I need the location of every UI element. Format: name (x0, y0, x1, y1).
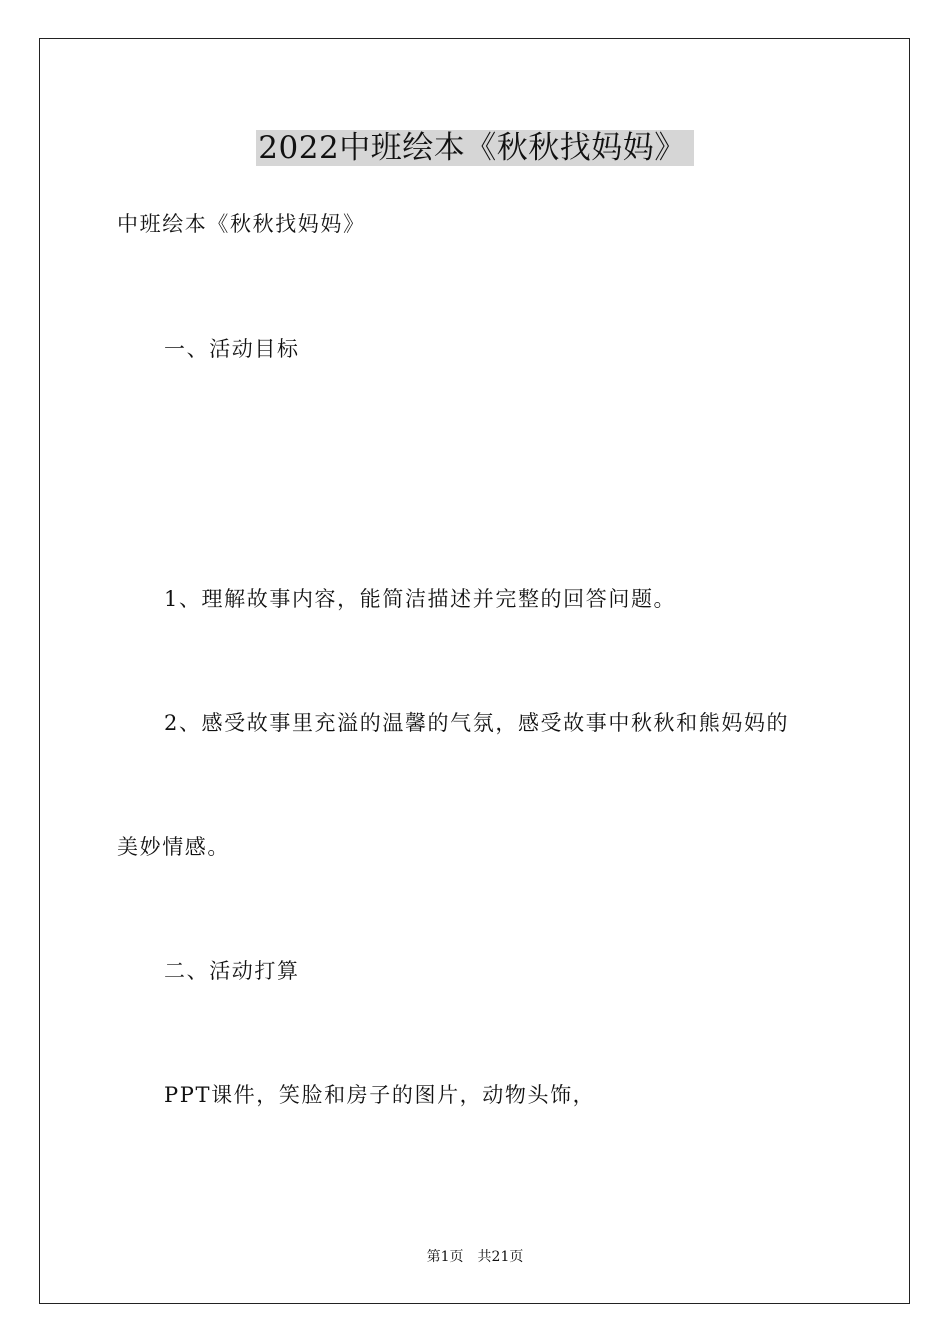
document-title (0, 128, 950, 168)
document-subtitle: 中班绘本《秋秋找妈妈》 (117, 212, 366, 236)
goal-item-2-continued: 美妙情感。 (117, 835, 230, 859)
current-page-number: 第1页 (426, 1249, 464, 1265)
goal-item-1: 1、理解故事内容，能简洁描述并完整的回答问题。 (164, 587, 677, 611)
goal-item-2: 2、感受故事里充溢的温馨的气氛，感受故事中秋秋和熊妈妈的 (164, 711, 790, 735)
materials-list: PPT课件，笑脸和房子的图片，动物头饰， (164, 1083, 596, 1107)
document-title-text: 2022中班绘本《秋秋找妈妈》 (256, 130, 693, 166)
section-heading-goals: 一、活动目标 (164, 337, 300, 361)
page-footer (0, 1248, 950, 1266)
total-page-count: 共21页 (477, 1249, 524, 1265)
section-heading-preparation: 二、活动打算 (164, 959, 300, 983)
